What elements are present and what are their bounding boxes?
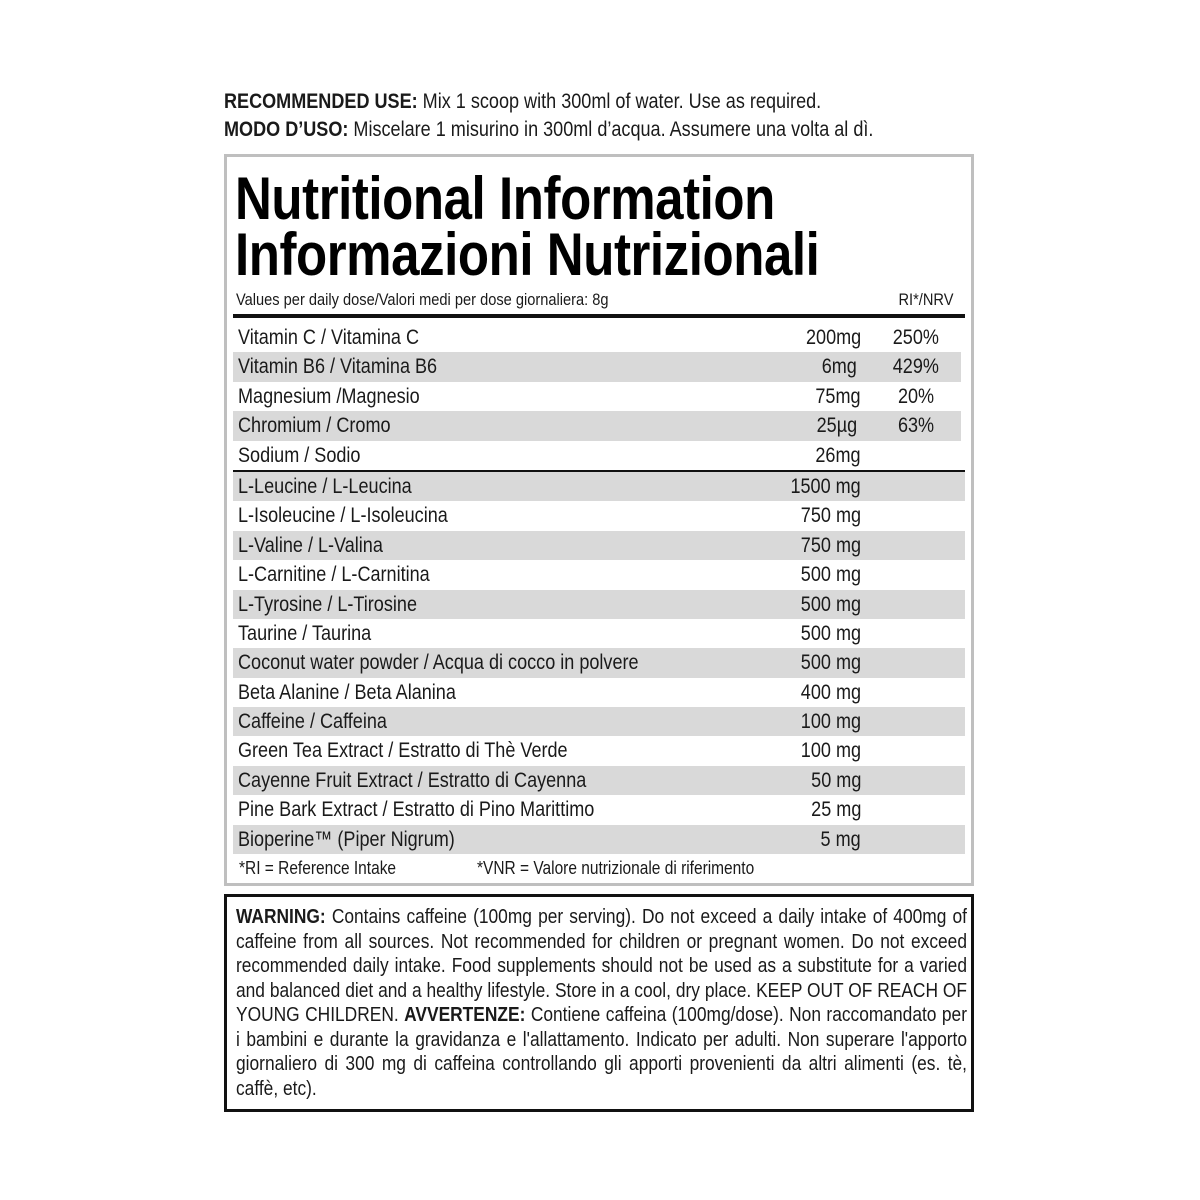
per-dose-label xyxy=(236,289,669,311)
table-row xyxy=(233,825,965,854)
table-row xyxy=(233,470,965,501)
ri-column-header xyxy=(893,289,959,311)
warning-text-it: Contiene caffeina (100mg/dose). Non raccomandato per i bambini e durante la gravidanza e l'allattamento. Indicato per adulti. Non superare l'apporto giornaliero di 300 mg di caffeina controllando gli apporti provenienti da altri alimenti (es. tè, caffè, etc). xyxy=(236,1004,967,1100)
ingredient-amount-text: 400 mg xyxy=(800,680,861,704)
ingredient-amount-text: 750 mg xyxy=(800,504,861,528)
ingredient-name-text: Bioperine™ (Piper Nigrum) xyxy=(238,827,455,851)
ingredient-amount xyxy=(791,531,861,560)
ingredient-amount xyxy=(791,736,861,765)
table-row xyxy=(233,707,965,736)
warning-text-en: Contains caffeine (100mg per serving). Do not exceed a daily intake of 400mg of caffeine from all sources. Not recommended for children or pregnant women. Do not exceed recommended daily intake. Food supplements should not be used as a substitute for a varied and balanced diet and a healthy lifestyle. Store in a cool, dry place. KEEP OUT OF REACH OF YOUNG CHILDREN. xyxy=(236,906,967,1026)
nutrient-ri xyxy=(883,352,949,381)
warning-text xyxy=(236,905,967,1101)
usage-line-en xyxy=(224,88,984,116)
ingredient-amount-text: 500 mg xyxy=(800,651,861,675)
nutrient-name xyxy=(238,411,415,440)
nutrient-ri xyxy=(883,382,949,411)
ingredient-name-text: Caffeine / Caffeina xyxy=(238,710,387,734)
nutrient-amount xyxy=(816,352,857,381)
warning-label-it: AVVERTENZE: xyxy=(404,1004,526,1026)
table-row xyxy=(233,795,965,824)
ingredient-name xyxy=(238,707,411,736)
nutrient-name-text: Sodium / Sodio xyxy=(238,443,361,467)
ingredient-amount xyxy=(791,560,861,589)
footnote-vnr-text: *VNR = Valore nutrizionale di riferimento xyxy=(477,858,755,878)
ingredient-amount xyxy=(803,766,861,795)
panel-title-en xyxy=(235,165,870,232)
ingredient-amount xyxy=(814,825,861,854)
ingredient-name xyxy=(238,648,704,677)
ingredient-name-text: L-Valine / L-Valina xyxy=(238,533,383,557)
ingredient-amount-text: 5 mg xyxy=(820,827,861,851)
ingredient-amount xyxy=(803,795,861,824)
table-row xyxy=(233,501,965,530)
ingredient-amount-text: 25 mg xyxy=(810,798,861,822)
nutrient-name xyxy=(238,382,449,411)
panel-title-it xyxy=(235,221,923,288)
ingredient-name xyxy=(238,678,491,707)
ingredient-amount-text: 1500 mg xyxy=(790,474,861,498)
ingredient-name xyxy=(238,795,652,824)
table-row xyxy=(233,619,965,648)
ingredient-amount xyxy=(791,501,861,530)
ingredient-amount-text: 500 mg xyxy=(800,592,861,616)
table-row xyxy=(233,323,965,352)
ingredient-name-text: Cayenne Fruit Extract / Estratto di Cayenna xyxy=(238,768,587,792)
nutrient-amount-text: 26mg xyxy=(815,443,861,467)
footnote-ri-text: *RI = Reference Intake xyxy=(239,858,397,878)
usage-line-it xyxy=(224,116,984,144)
nutrient-amount xyxy=(808,382,861,411)
nutrient-table xyxy=(233,323,965,854)
ingredient-name xyxy=(238,590,446,619)
usage-text-en: Mix 1 scoop with 300ml of water. Use as required. xyxy=(417,90,822,113)
warning-label-en: WARNING: xyxy=(236,906,326,928)
nutrient-ri-text: 20% xyxy=(897,384,935,408)
ri-header-text: RI*/NRV xyxy=(898,290,954,309)
table-row xyxy=(233,382,965,411)
table-row xyxy=(233,766,965,795)
nutrient-ri xyxy=(883,323,949,352)
nutrient-amount xyxy=(810,411,857,440)
nutrient-amount xyxy=(808,441,861,470)
ingredient-amount-text: 100 mg xyxy=(800,710,861,734)
ingredient-name-text: L-Carnitine / L-Carnitina xyxy=(238,563,430,587)
ingredient-amount xyxy=(791,707,861,736)
table-row xyxy=(233,590,965,619)
ingredient-amount-text: 500 mg xyxy=(800,563,861,587)
table-row xyxy=(233,411,961,440)
nutrient-name-text: Vitamin C / Vitamina C xyxy=(238,326,420,349)
nutrient-amount xyxy=(797,323,861,352)
ingredient-amount-text: 50 mg xyxy=(810,768,861,792)
nutrient-ri-text: 250% xyxy=(892,326,940,349)
ingredient-name xyxy=(238,531,406,560)
table-row xyxy=(233,678,965,707)
ingredient-name-text: Beta Alanine / Beta Alanina xyxy=(238,680,456,704)
ingredient-amount xyxy=(779,472,861,501)
table-row xyxy=(233,531,965,560)
ingredient-name xyxy=(238,766,643,795)
usage-label-en: RECOMMENDED USE: xyxy=(224,90,418,113)
usage-label-it: MODO D’USO: xyxy=(224,118,349,141)
usage-text-it: Miscelare 1 misurino in 300ml d’acqua. Assumere una volta al dì. xyxy=(348,118,874,141)
ingredient-amount-text: 100 mg xyxy=(800,739,861,763)
ingredient-name-text: L-Tyrosine / L-Tirosine xyxy=(238,592,417,616)
ingredient-amount xyxy=(791,648,861,677)
ingredient-name xyxy=(238,825,490,854)
ingredient-name xyxy=(238,736,621,765)
usage-instructions xyxy=(224,88,984,144)
footnote-ri xyxy=(239,857,422,879)
ingredient-name-text: L-Isoleucine / L-Isoleucina xyxy=(238,504,448,528)
nutrient-ri-text: 63% xyxy=(897,414,935,438)
ingredient-name xyxy=(238,501,482,530)
table-row xyxy=(233,441,965,470)
ingredient-name-text: Pine Bark Extract / Estratto di Pino Marittimo xyxy=(238,798,595,822)
panel-title-it-text: Informazioni Nutrizionali xyxy=(235,221,820,288)
ingredient-amount-text: 750 mg xyxy=(800,533,861,557)
nutrient-ri-text: 429% xyxy=(892,355,940,379)
ingredient-amount xyxy=(791,678,861,707)
header-divider xyxy=(233,314,965,318)
nutrient-name xyxy=(238,323,448,352)
ingredient-name xyxy=(238,560,461,589)
ingredient-name-text: L-Leucine / L-Leucina xyxy=(238,474,412,498)
table-row xyxy=(233,648,965,677)
ingredient-name-text: Coconut water powder / Acqua di cocco in polvere xyxy=(238,651,639,675)
ingredient-name-text: Green Tea Extract / Estratto di Thè Verde xyxy=(238,739,568,763)
table-row xyxy=(233,560,965,589)
nutrient-amount-text: 25µg xyxy=(816,414,857,438)
nutrient-name-text: Vitamin B6 / Vitamina B6 xyxy=(238,355,438,379)
per-dose-text: Values per daily dose/Valori medi per dose giornaliera: 8g xyxy=(236,290,609,309)
nutrient-ri xyxy=(883,411,949,440)
nutrient-amount-text: 200mg xyxy=(805,326,861,349)
ingredient-name-text: Taurine / Taurina xyxy=(238,621,372,645)
nutrient-name xyxy=(238,441,380,470)
ingredient-name xyxy=(238,472,440,501)
nutrient-name-text: Magnesium /Magnesio xyxy=(238,384,420,408)
table-row xyxy=(233,352,961,381)
nutrient-ri xyxy=(883,441,949,470)
nutrient-name xyxy=(238,352,470,381)
footnote-vnr xyxy=(477,857,799,879)
ingredient-amount xyxy=(791,590,861,619)
warning-box xyxy=(224,894,974,1112)
ingredient-name xyxy=(238,619,393,648)
nutrition-panel xyxy=(224,154,974,886)
ingredient-amount-text: 500 mg xyxy=(800,621,861,645)
nutrient-amount-text: 75mg xyxy=(815,384,861,408)
ingredient-amount xyxy=(791,619,861,648)
table-row xyxy=(233,736,965,765)
nutrient-name-text: Chromium / Cromo xyxy=(238,414,391,438)
panel-title-en-text: Nutritional Information xyxy=(235,165,775,232)
nutrient-amount-text: 6mg xyxy=(821,355,857,379)
